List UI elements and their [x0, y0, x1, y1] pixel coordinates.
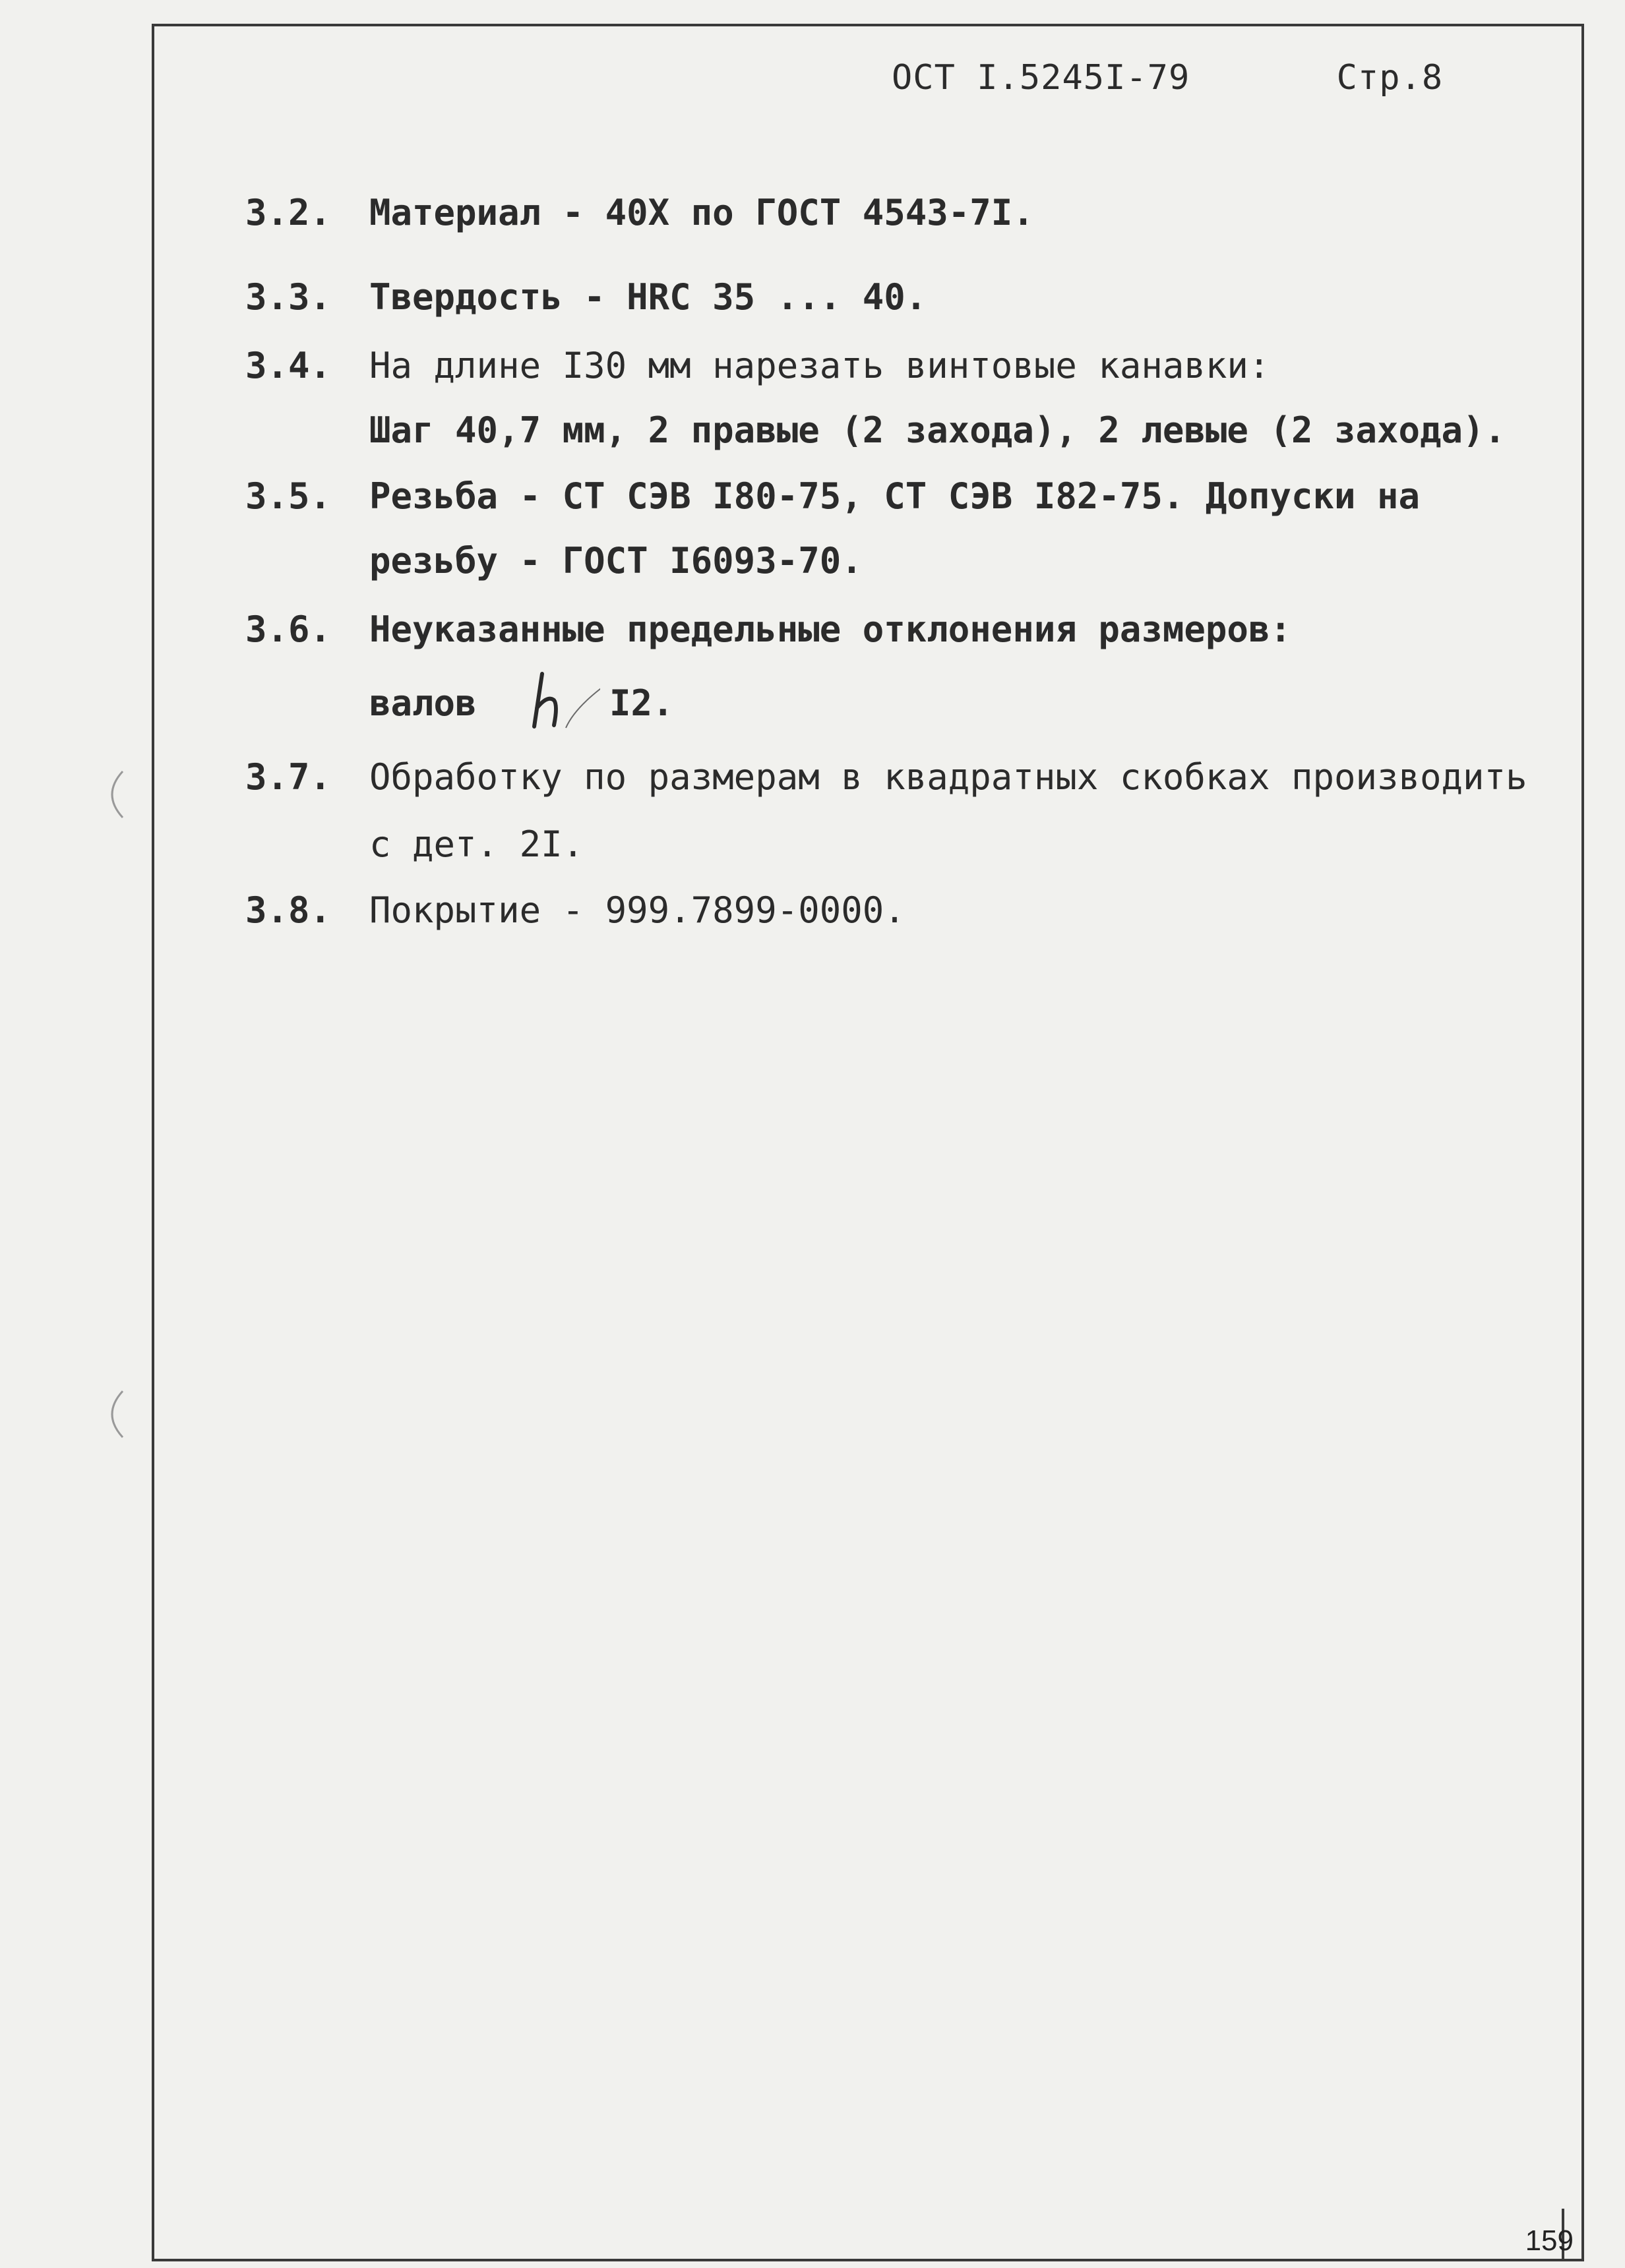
- clause-3-4: [245, 345, 1270, 386]
- clause-3-7: [245, 756, 1527, 798]
- clause-3-6-continuation-prefix: валов: [369, 682, 477, 724]
- clause-text: Покрытие - 999.7899-0000.: [369, 889, 905, 931]
- clause-3-3: [245, 276, 927, 318]
- clause-text: Обработку по размерам в квадратных скобках производить: [369, 756, 1527, 798]
- clause-number: 3.4.: [245, 345, 332, 386]
- clause-number: 3.6.: [245, 609, 332, 650]
- clause-number: 3.5.: [245, 475, 332, 517]
- page-number: Стр.8: [1336, 58, 1444, 98]
- clause-3-2: [245, 192, 1034, 233]
- clause-3-5: [245, 475, 1421, 517]
- clause-3-4-continuation: Шаг 40,7 мм, 2 правые (2 захода), 2 левые (2 захода).: [369, 409, 1506, 451]
- handwritten-h-mark: [528, 669, 600, 734]
- clause-number: 3.3.: [245, 276, 332, 318]
- clause-number: 3.2.: [245, 192, 332, 233]
- clause-3-8: [245, 889, 905, 931]
- clause-3-6: [245, 609, 1291, 650]
- clause-text: На длине I30 мм нарезать винтовые канавки:: [369, 345, 1270, 386]
- standard-number: ОСТ I.5245I-79: [892, 58, 1190, 98]
- clause-number: 3.8.: [245, 889, 332, 931]
- binder-hole-mark: [99, 1385, 125, 1444]
- clause-3-7-continuation: с дет. 2I.: [369, 823, 584, 865]
- clause-text: Твердость - HRC 35 ... 40.: [369, 276, 927, 318]
- clause-3-6-continuation-suffix: I2.: [609, 682, 674, 724]
- clause-text: Материал - 40Х по ГОСТ 4543-7I.: [369, 192, 1034, 233]
- folio-number: 159: [1525, 2224, 1574, 2257]
- document-header: [892, 58, 1443, 98]
- clause-3-5-continuation: резьбу - ГОСТ I6093-70.: [369, 540, 863, 582]
- binder-hole-mark: [99, 765, 125, 824]
- clause-text: Резьба - СТ СЭВ I80-75, СТ СЭВ I82-75. Допуски на: [369, 475, 1421, 517]
- clause-number: 3.7.: [245, 756, 332, 798]
- clause-text: Неуказанные предельные отклонения размеров:: [369, 609, 1291, 650]
